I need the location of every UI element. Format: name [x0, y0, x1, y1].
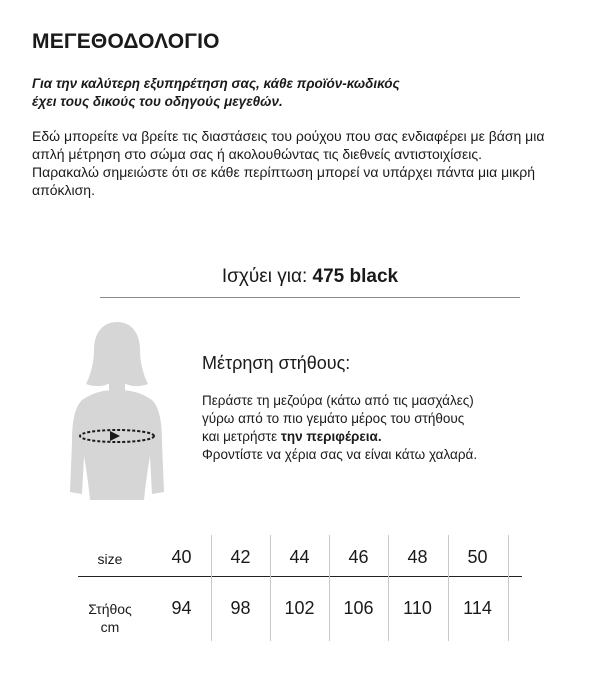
column-divider: [448, 535, 449, 641]
product-code: 475 black: [312, 266, 399, 287]
chest-row-label-line-2: cm: [100, 619, 120, 635]
intro-description: [32, 127, 572, 199]
instruction-line-1: Περάστε τη μεζούρα (κάτω από τις μασχάλες): [202, 393, 474, 408]
chest-cell: 94: [171, 598, 192, 618]
instruction-line-3-bold: την περιφέρεια.: [280, 429, 382, 444]
measurement-instructions: [202, 392, 542, 464]
chest-cell: 106: [343, 598, 374, 618]
silhouette-shape: [70, 322, 164, 500]
chest-cell: 110: [403, 598, 432, 618]
instruction-line-3: [202, 428, 542, 446]
divider: [100, 297, 520, 298]
size-cell: 46: [348, 547, 369, 567]
column-divider: [270, 535, 271, 641]
body-silhouette-icon: [62, 316, 172, 506]
instruction-line-3-text: και μετρήστε: [202, 429, 278, 444]
chest-cell: 98: [230, 598, 251, 618]
intro-highlight: [32, 75, 572, 111]
intro-paragraph-1: Εδώ μπορείτε να βρείτε τις διαστάσεις του ρούχου που σας ενδιαφέρει με βάση μια απλή μέτρηση στο σώμα σας ή ακολουθώντας τις διεθνείς αντιστοιχίσεις.: [32, 128, 545, 162]
chest-cell: 114: [463, 598, 492, 618]
applies-to-heading: [100, 266, 520, 288]
column-divider: [211, 535, 212, 641]
intro-highlight-line-1: Για την καλύτερη εξυπηρέτηση σας, κάθε προϊόν-κωδικός: [32, 76, 400, 91]
measurement-title: Μέτρηση στήθους:: [202, 353, 351, 373]
size-cell: 44: [289, 547, 310, 567]
size-cell: 40: [171, 547, 192, 567]
size-cell: 50: [467, 547, 488, 567]
instruction-line-2: γύρω από το πιο γεμάτο μέρος του στήθους: [202, 411, 465, 426]
table-header-divider: [78, 576, 522, 577]
column-divider: [388, 535, 389, 641]
column-divider: [508, 535, 509, 641]
chest-row-label: [80, 600, 140, 636]
chest-row-label-line-1: Στήθος: [88, 601, 132, 617]
size-cell: 42: [230, 547, 251, 567]
intro-paragraph-2: Παρακαλώ σημειώστε ότι σε κάθε περίπτωση μπορεί να υπάρχει πάντα μια μικρή απόκλιση.: [32, 164, 536, 198]
applies-prefix: Ισχύει για:: [221, 266, 308, 287]
chest-cell: 102: [284, 598, 315, 618]
intro-highlight-line-2: έχει τους δικούς του οδηγούς μεγεθών.: [32, 94, 283, 109]
page-title: ΜΕΓΕΘΟΔΟΛΟΓΙΟ: [32, 30, 220, 53]
size-header-label: size: [97, 551, 123, 567]
size-cell: 48: [407, 547, 428, 567]
instruction-line-4: Φροντίστε να χέρια σας να είναι κάτω χαλαρά.: [202, 447, 478, 462]
column-divider: [329, 535, 330, 641]
